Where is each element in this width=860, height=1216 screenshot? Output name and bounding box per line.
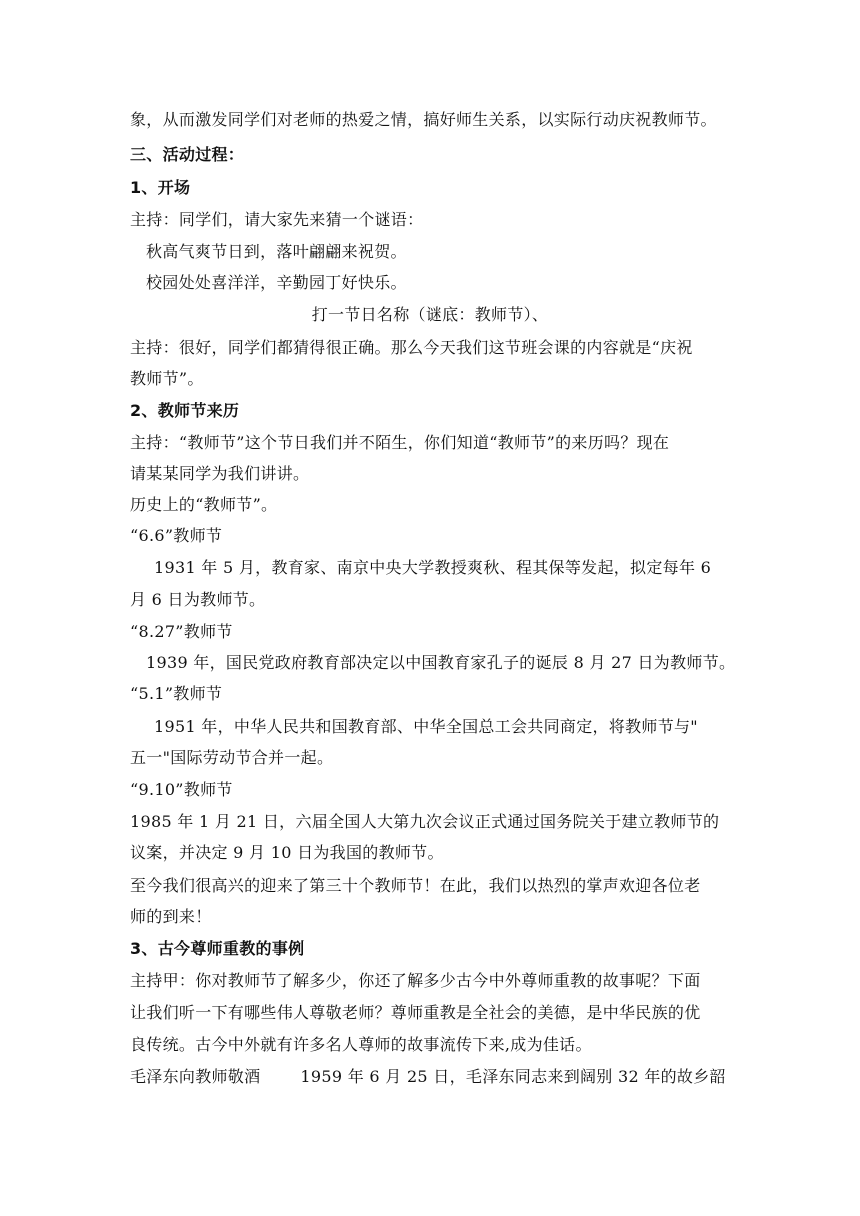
paragraph-line: 师的到来！ (130, 907, 212, 926)
paragraph-line: 象，从而激发同学们对老师的热爱之情，搞好师生关系，以实际行动庆祝教师节。 (130, 110, 717, 129)
holiday-title: “5.1”教师节 (130, 684, 223, 703)
subsection-heading: 3、古今尊师重教的事例 (130, 939, 305, 958)
holiday-title: “9.10”教师节 (130, 780, 233, 799)
paragraph-line: 良传统。古今中外就有许多名人尊师的故事流传下来,成为佳话。 (130, 1035, 592, 1054)
paragraph-line: 1985 年 1 月 21 日，六届全国人大第九次会议正式通过国务院关于建立教师节的 (130, 812, 720, 831)
holiday-title: “8.27”教师节 (130, 622, 233, 641)
paragraph-line: 历史上的“教师节”。 (130, 495, 278, 514)
paragraph-line: 1939 年，国民党政府教育部决定以中国教育家孔子的诞辰 8 月 27 日为教师节。 (146, 653, 736, 672)
riddle-answer: 打一节日名称（谜底：教师节）、 (311, 305, 549, 324)
riddle-line: 秋高气爽节日到，落叶翩翩来祝贺。 (146, 242, 407, 261)
story-text: 1959 年 6 月 25 日，毛泽东同志来到阔别 32 年的故乡韶 (300, 1067, 726, 1086)
paragraph-line: 五一"国际劳动节合并一起。 (130, 748, 334, 767)
paragraph-line: 请某某同学为我们讲讲。 (130, 464, 310, 483)
paragraph-line: 让我们听一下有哪些伟人尊敬老师？尊师重教是全社会的美德，是中华民族的优 (130, 1003, 701, 1022)
section-heading: 三、活动过程： (130, 145, 245, 164)
subsection-heading: 1、开场 (130, 178, 191, 197)
paragraph-line: 主持甲：你对教师节了解多少，你还了解多少古今中外尊师重教的故事呢？下面 (130, 971, 701, 990)
paragraph-line: 至今我们很高兴的迎来了第三十个教师节！在此，我们以热烈的掌声欢迎各位老 (130, 876, 701, 895)
paragraph-line: 1931 年 5 月，教育家、南京中央大学教授爽秋、程其保等发起，拟定每年 6 (154, 558, 712, 577)
paragraph-line: 主持：很好，同学们都猜得很正确。那么今天我们这节班会课的内容就是“庆祝 (130, 338, 693, 357)
paragraph-line: 主持：“教师节”这个节日我们并不陌生，你们知道“教师节”的来历吗？现在 (130, 433, 670, 452)
paragraph-line: 教师节”。 (130, 369, 204, 388)
paragraph-line: 1951 年，中华人民共和国教育部、中华全国总工会共同商定，将教师节与" (154, 717, 698, 736)
paragraph-line (130, 1062, 745, 1092)
paragraph-line: 议案，并决定 9 月 10 日为我国的教师节。 (130, 843, 444, 862)
story-title: 毛泽东向教师敬酒 (130, 1067, 261, 1086)
subsection-heading: 2、教师节来历 (130, 401, 240, 420)
riddle-line: 校园处处喜洋洋，辛勤园丁好快乐。 (146, 273, 407, 292)
paragraph-line: 月 6 日为教师节。 (130, 590, 266, 609)
holiday-title: “6.6”教师节 (130, 526, 223, 545)
paragraph-line: 主持：同学们，请大家先来猜一个谜语： (130, 210, 424, 229)
